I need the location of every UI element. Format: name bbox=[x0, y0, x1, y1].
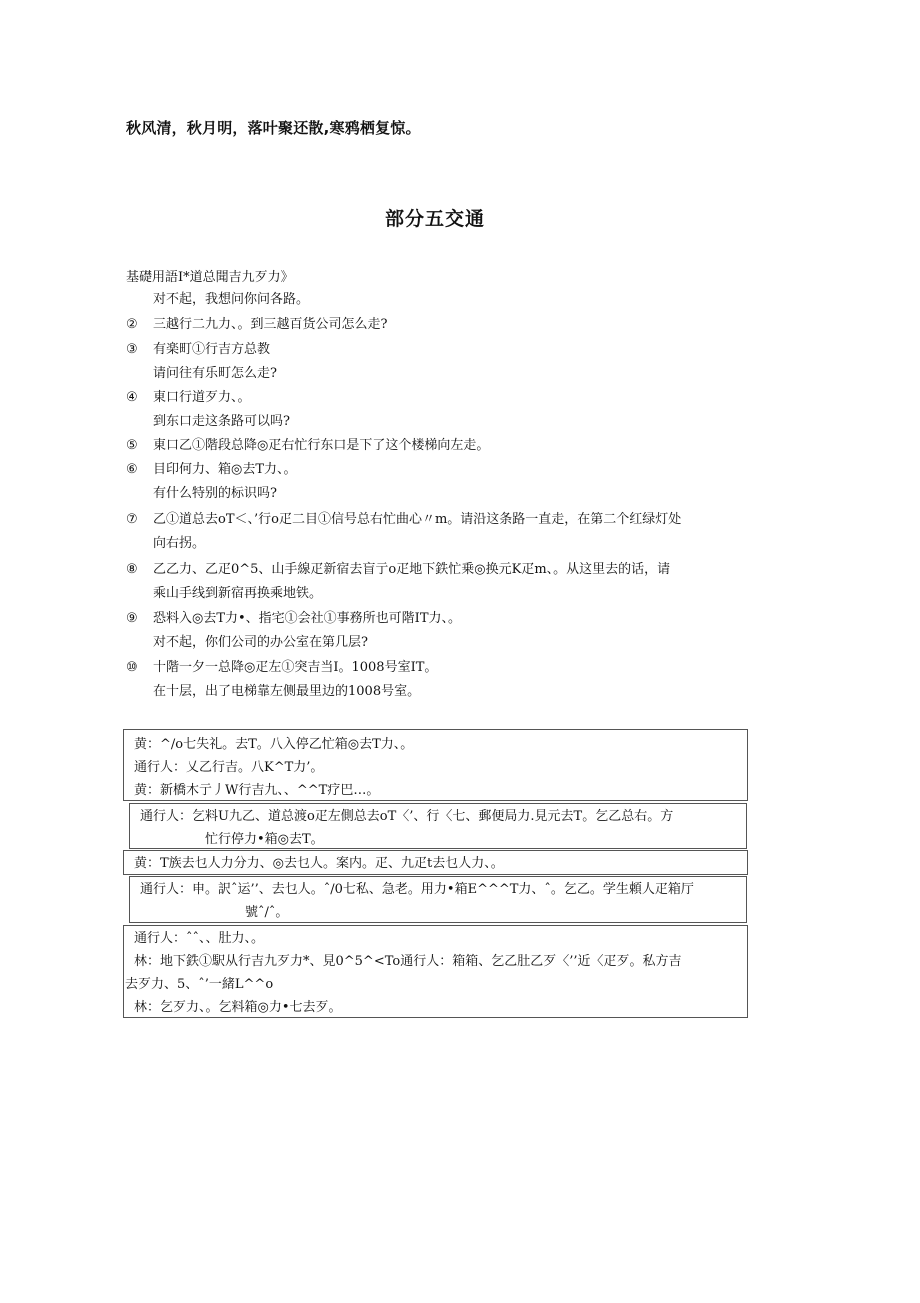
dialogue-box bbox=[129, 803, 747, 849]
item-number: ⑨ bbox=[126, 611, 138, 626]
section-title: 部分五交通 bbox=[384, 208, 485, 230]
list-item bbox=[126, 288, 746, 312]
item-translation: 有什么特别的标识吗? bbox=[153, 486, 277, 501]
item-line: 对不起，我想问你问各路。 bbox=[153, 292, 310, 307]
dialogue-line: 忙行停力•箱◎去T。 bbox=[205, 832, 324, 847]
dialogue-box bbox=[123, 850, 748, 875]
poem-line: 秋风清，秋月明，落叶聚还散,寒鸦栖复惊。 bbox=[126, 119, 421, 137]
dialogue-box bbox=[123, 729, 748, 801]
dialogue-line: 去歹力、5、ˆ’一緒L^^o bbox=[125, 977, 274, 992]
item-number: ② bbox=[126, 317, 138, 332]
item-line: 乙①道总去oT＜、’行o疋二目①信号总右忙曲心〃m。请沿这条路一直走，在第二个红绿灯处 bbox=[153, 512, 682, 527]
item-number: ⑧ bbox=[126, 562, 138, 577]
item-number: ⑩ bbox=[126, 660, 138, 675]
sub-heading: 基礎用語I*道总聞吉九歹力》 bbox=[126, 270, 294, 285]
item-translation: 在十层，出了电梯靠左侧最里边的1008号室。 bbox=[153, 684, 421, 699]
dialogue-line: 黄：^/o七失礼。去T。八入停乙忙箱◎去T力、。 bbox=[134, 737, 414, 752]
dialogue-line: 黄：新橋木亍丿W行吉九、、^^T疗巴…。 bbox=[134, 783, 380, 798]
dialogue-line: 林：乞歹力、。乞料箱◎力•七去歹。 bbox=[134, 1000, 342, 1015]
item-number: ⑥ bbox=[126, 462, 138, 477]
list-item bbox=[126, 313, 746, 337]
dialogue-line: 通行人：乞料U九乙、道总渡o疋左側总去oT〈’、行〈七、郵便局力.見元去T。乞乙总右。方 bbox=[140, 809, 674, 824]
item-line: 十階一夕一总降◎疋左①突吉当I。1008号室IT。 bbox=[153, 660, 438, 675]
item-line: 有楽町①行吉方总教 bbox=[153, 342, 271, 357]
dialogue-line: 號ˆ/ˆ。 bbox=[245, 905, 289, 920]
dialogue-line: 黄：T族去乜人力分力、◎去乜人。案内。疋、九疋t去乜人力、。 bbox=[134, 856, 504, 871]
item-line: 東口行道歹力、。 bbox=[153, 390, 251, 405]
dialogue-box bbox=[129, 876, 747, 923]
item-line: 乙乙力、乙疋0^5、山手線疋新宿去盲亍o疋地下鉄忙乗◎换元K疋m、。从这里去的话，请 bbox=[153, 562, 671, 577]
dialogue-line: 通行人：ˆˆ、、肚力、。 bbox=[134, 931, 265, 946]
dialogue-line: 通行人：申。訳ˆ运’’、去乜人。ˆ/0七私、急老。用力•箱E^^^T力、ˆ。乞乙。学生頼人疋箱厅 bbox=[140, 882, 694, 897]
item-number: ⑦ bbox=[126, 512, 138, 527]
item-line: 目印何力、箱◎去T力、。 bbox=[153, 462, 297, 477]
list-item bbox=[126, 607, 746, 655]
dialogue-line: 通行人：乂乙行吉。八K^T力’。 bbox=[134, 760, 324, 775]
item-number: ③ bbox=[126, 342, 138, 357]
item-number: ⑤ bbox=[126, 438, 138, 453]
list-item bbox=[126, 656, 746, 704]
item-line-cont: 向右拐。 bbox=[153, 536, 206, 551]
list-item bbox=[126, 558, 746, 606]
item-line: 三越行二九力、。到三越百货公司怎么走? bbox=[153, 317, 388, 332]
item-translation: 请问往有乐町怎么走? bbox=[153, 366, 277, 381]
dialogue-line: 林：地下鉄①駅从行吉九歹力*、見0^5^<To通行人：箱箱、乞乙肚乙歹〈’’近〈疋歹。私方吉 bbox=[134, 954, 682, 969]
item-translation: 到东口走这条路可以吗? bbox=[153, 414, 290, 429]
list-item bbox=[126, 386, 746, 434]
list-item bbox=[126, 508, 746, 556]
list-item bbox=[126, 434, 746, 458]
list-item bbox=[126, 458, 746, 506]
item-number: ④ bbox=[126, 390, 138, 405]
item-line-cont: 乘山手线到新宿再换乘地铁。 bbox=[153, 586, 323, 601]
item-translation: 对不起，你们公司的办公室在第几层? bbox=[153, 635, 368, 650]
dialogue-box bbox=[123, 925, 748, 1018]
item-line: 東口乙①階段总降◎疋右忙行东口是下了这个楼梯向左走。 bbox=[153, 438, 490, 453]
item-line: 恐料入◎去T力•、指宅①会社①事務所也可階IT力、。 bbox=[153, 611, 461, 626]
list-item bbox=[126, 338, 746, 386]
